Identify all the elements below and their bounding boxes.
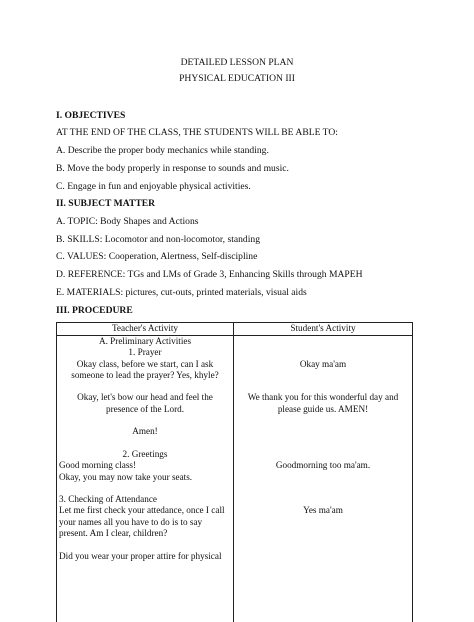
teacher-line: presence of the Lord.	[57, 404, 233, 415]
objectives-heading: I. OBJECTIVES	[56, 110, 125, 122]
teacher-line: Okay, let's bow our head and feel the	[57, 392, 233, 403]
teacher-line: present. Am I clear, children?	[57, 528, 233, 539]
teacher-line: Okay, you may now take your seats.	[57, 472, 233, 483]
subject-matter-item: B. SKILLS: Locomotor and non-locomotor, standing	[56, 234, 260, 246]
objective-item: A. Describe the proper body mechanics while standing.	[56, 145, 269, 157]
teacher-activity-cell	[57, 336, 234, 622]
teacher-line: Good morning class!	[57, 460, 233, 471]
student-line: please guide us. AMEN!	[234, 404, 412, 415]
teacher-line: 1. Prayer	[57, 347, 233, 358]
teacher-line: Let me first check your attedance, once I call	[57, 505, 233, 516]
procedure-heading: III. PROCEDURE	[56, 305, 133, 317]
document-title: DETAILED LESSON PLAN	[0, 57, 474, 69]
teacher-activity-header: Teacher's Activity	[57, 323, 234, 336]
teacher-line: 2. Greetings	[57, 449, 233, 460]
objectives-intro: AT THE END OF THE CLASS, THE STUDENTS WILL BE ABLE TO:	[56, 127, 338, 139]
subject-matter-item: A. TOPIC: Body Shapes and Actions	[56, 216, 199, 228]
teacher-line: Amen!	[57, 426, 233, 437]
subject-matter-item: E. MATERIALS: pictures, cut-outs, printed materials, visual aids	[56, 287, 307, 299]
teacher-line: Okay class, before we start, can I ask	[57, 359, 233, 370]
subject-matter-heading: II. SUBJECT MATTER	[56, 198, 155, 210]
student-line: Okay ma'am	[234, 359, 412, 370]
teacher-line: someone to lead the prayer? Yes, khyle?	[57, 370, 233, 381]
student-line: Yes ma'am	[234, 505, 412, 516]
student-line: Goodmorning too ma'am.	[234, 460, 412, 471]
objective-item: C. Engage in fun and enjoyable physical activities.	[56, 181, 251, 193]
teacher-line: your names all you have to do is to say	[57, 517, 233, 528]
student-activity-cell	[234, 336, 413, 622]
teacher-line: Did you wear your proper attire for physical	[57, 551, 233, 562]
subject-matter-item: C. VALUES: Cooperation, Alertness, Self-discipline	[56, 251, 257, 263]
document-subtitle: PHYSICAL EDUCATION III	[0, 73, 474, 85]
student-line: We thank you for this wonderful day and	[234, 392, 412, 403]
teacher-line: 3. Checking of Attendance	[57, 494, 233, 505]
student-activity-header: Student's Activity	[234, 323, 413, 336]
objective-item: B. Move the body properly in response to sounds and music.	[56, 163, 289, 175]
subject-matter-item: D. REFERENCE: TGs and LMs of Grade 3, Enhancing Skills through MAPEH	[56, 269, 363, 281]
procedure-table	[56, 322, 413, 622]
teacher-line: A. Preliminary Activities	[57, 336, 233, 347]
